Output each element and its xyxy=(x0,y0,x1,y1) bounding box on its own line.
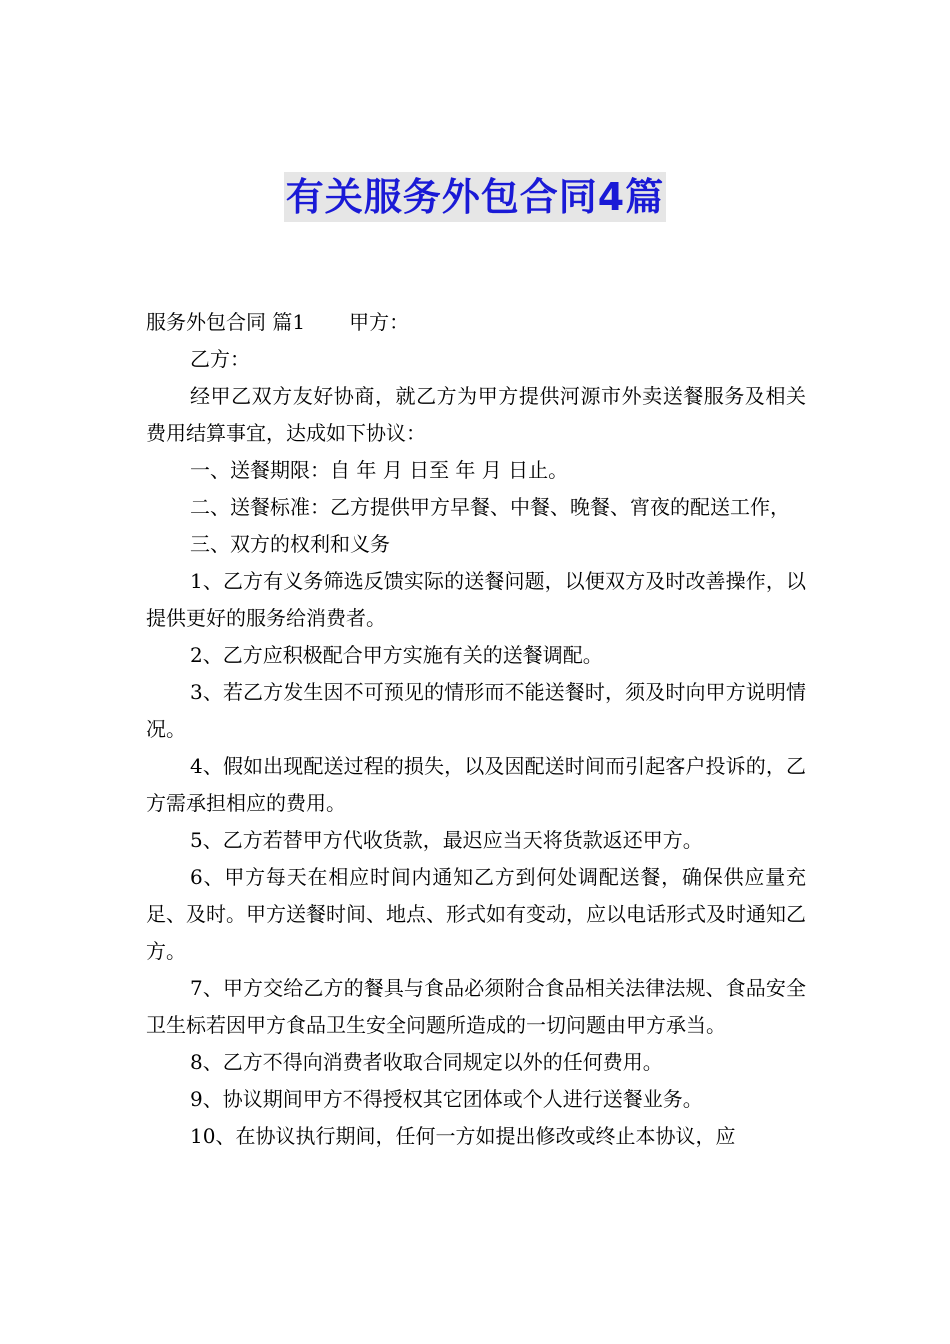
paragraph: 二、送餐标准：乙方提供甲方早餐、中餐、晚餐、宵夜的配送工作， xyxy=(190,495,790,519)
paragraph: 2、乙方应积极配合甲方实施有关的送餐调配。 xyxy=(190,643,603,667)
paragraph: 经甲乙双方友好协商，就乙方为甲方提供河源市外卖送餐服务及相关费用结算事宜，达成如下协议： xyxy=(146,384,806,445)
paragraph: 9、协议期间甲方不得授权其它团体或个人进行送餐业务。 xyxy=(190,1087,703,1111)
paragraph: 4、假如出现配送过程的损失，以及因配送时间而引起客户投诉的，乙方需承担相应的费用。 xyxy=(146,754,806,815)
document-body xyxy=(146,304,806,1155)
paragraph: 7、甲方交给乙方的餐具与食品必须附合食品相关法律法规、食品安全卫生标若因甲方食品卫生安全问题所造成的一切问题由甲方承当。 xyxy=(146,976,806,1037)
contract-heading xyxy=(146,304,806,341)
title-container xyxy=(0,172,950,222)
paragraph: 10、在协议执行期间，任何一方如提出修改或终止本协议，应 xyxy=(190,1124,736,1148)
paragraph: 6、甲方每天在相应时间内通知乙方到何处调配送餐，确保供应量充足、及时。甲方送餐时间、地点、形式如有变动，应以电话形式及时通知乙方。 xyxy=(146,865,806,963)
paragraph: 3、若乙方发生因不可预见的情形而不能送餐时，须及时向甲方说明情况。 xyxy=(146,680,806,741)
party-a-label: 甲方： xyxy=(349,310,410,334)
paragraph: 三、双方的权利和义务 xyxy=(190,532,390,556)
paragraph: 乙方： xyxy=(190,347,250,371)
contract-label: 服务外包合同 篇1 xyxy=(146,310,306,334)
paragraph: 8、乙方不得向消费者收取合同规定以外的任何费用。 xyxy=(190,1050,663,1074)
document-title: 有关服务外包合同4篇 xyxy=(284,172,666,222)
paragraph: 5、乙方若替甲方代收货款，最迟应当天将货款返还甲方。 xyxy=(190,828,703,852)
paragraph: 一、送餐期限：自 年 月 日至 年 月 日止。 xyxy=(190,458,569,482)
paragraph: 1、乙方有义务筛选反馈实际的送餐问题，以便双方及时改善操作，以提供更好的服务给消费者。 xyxy=(146,569,806,630)
